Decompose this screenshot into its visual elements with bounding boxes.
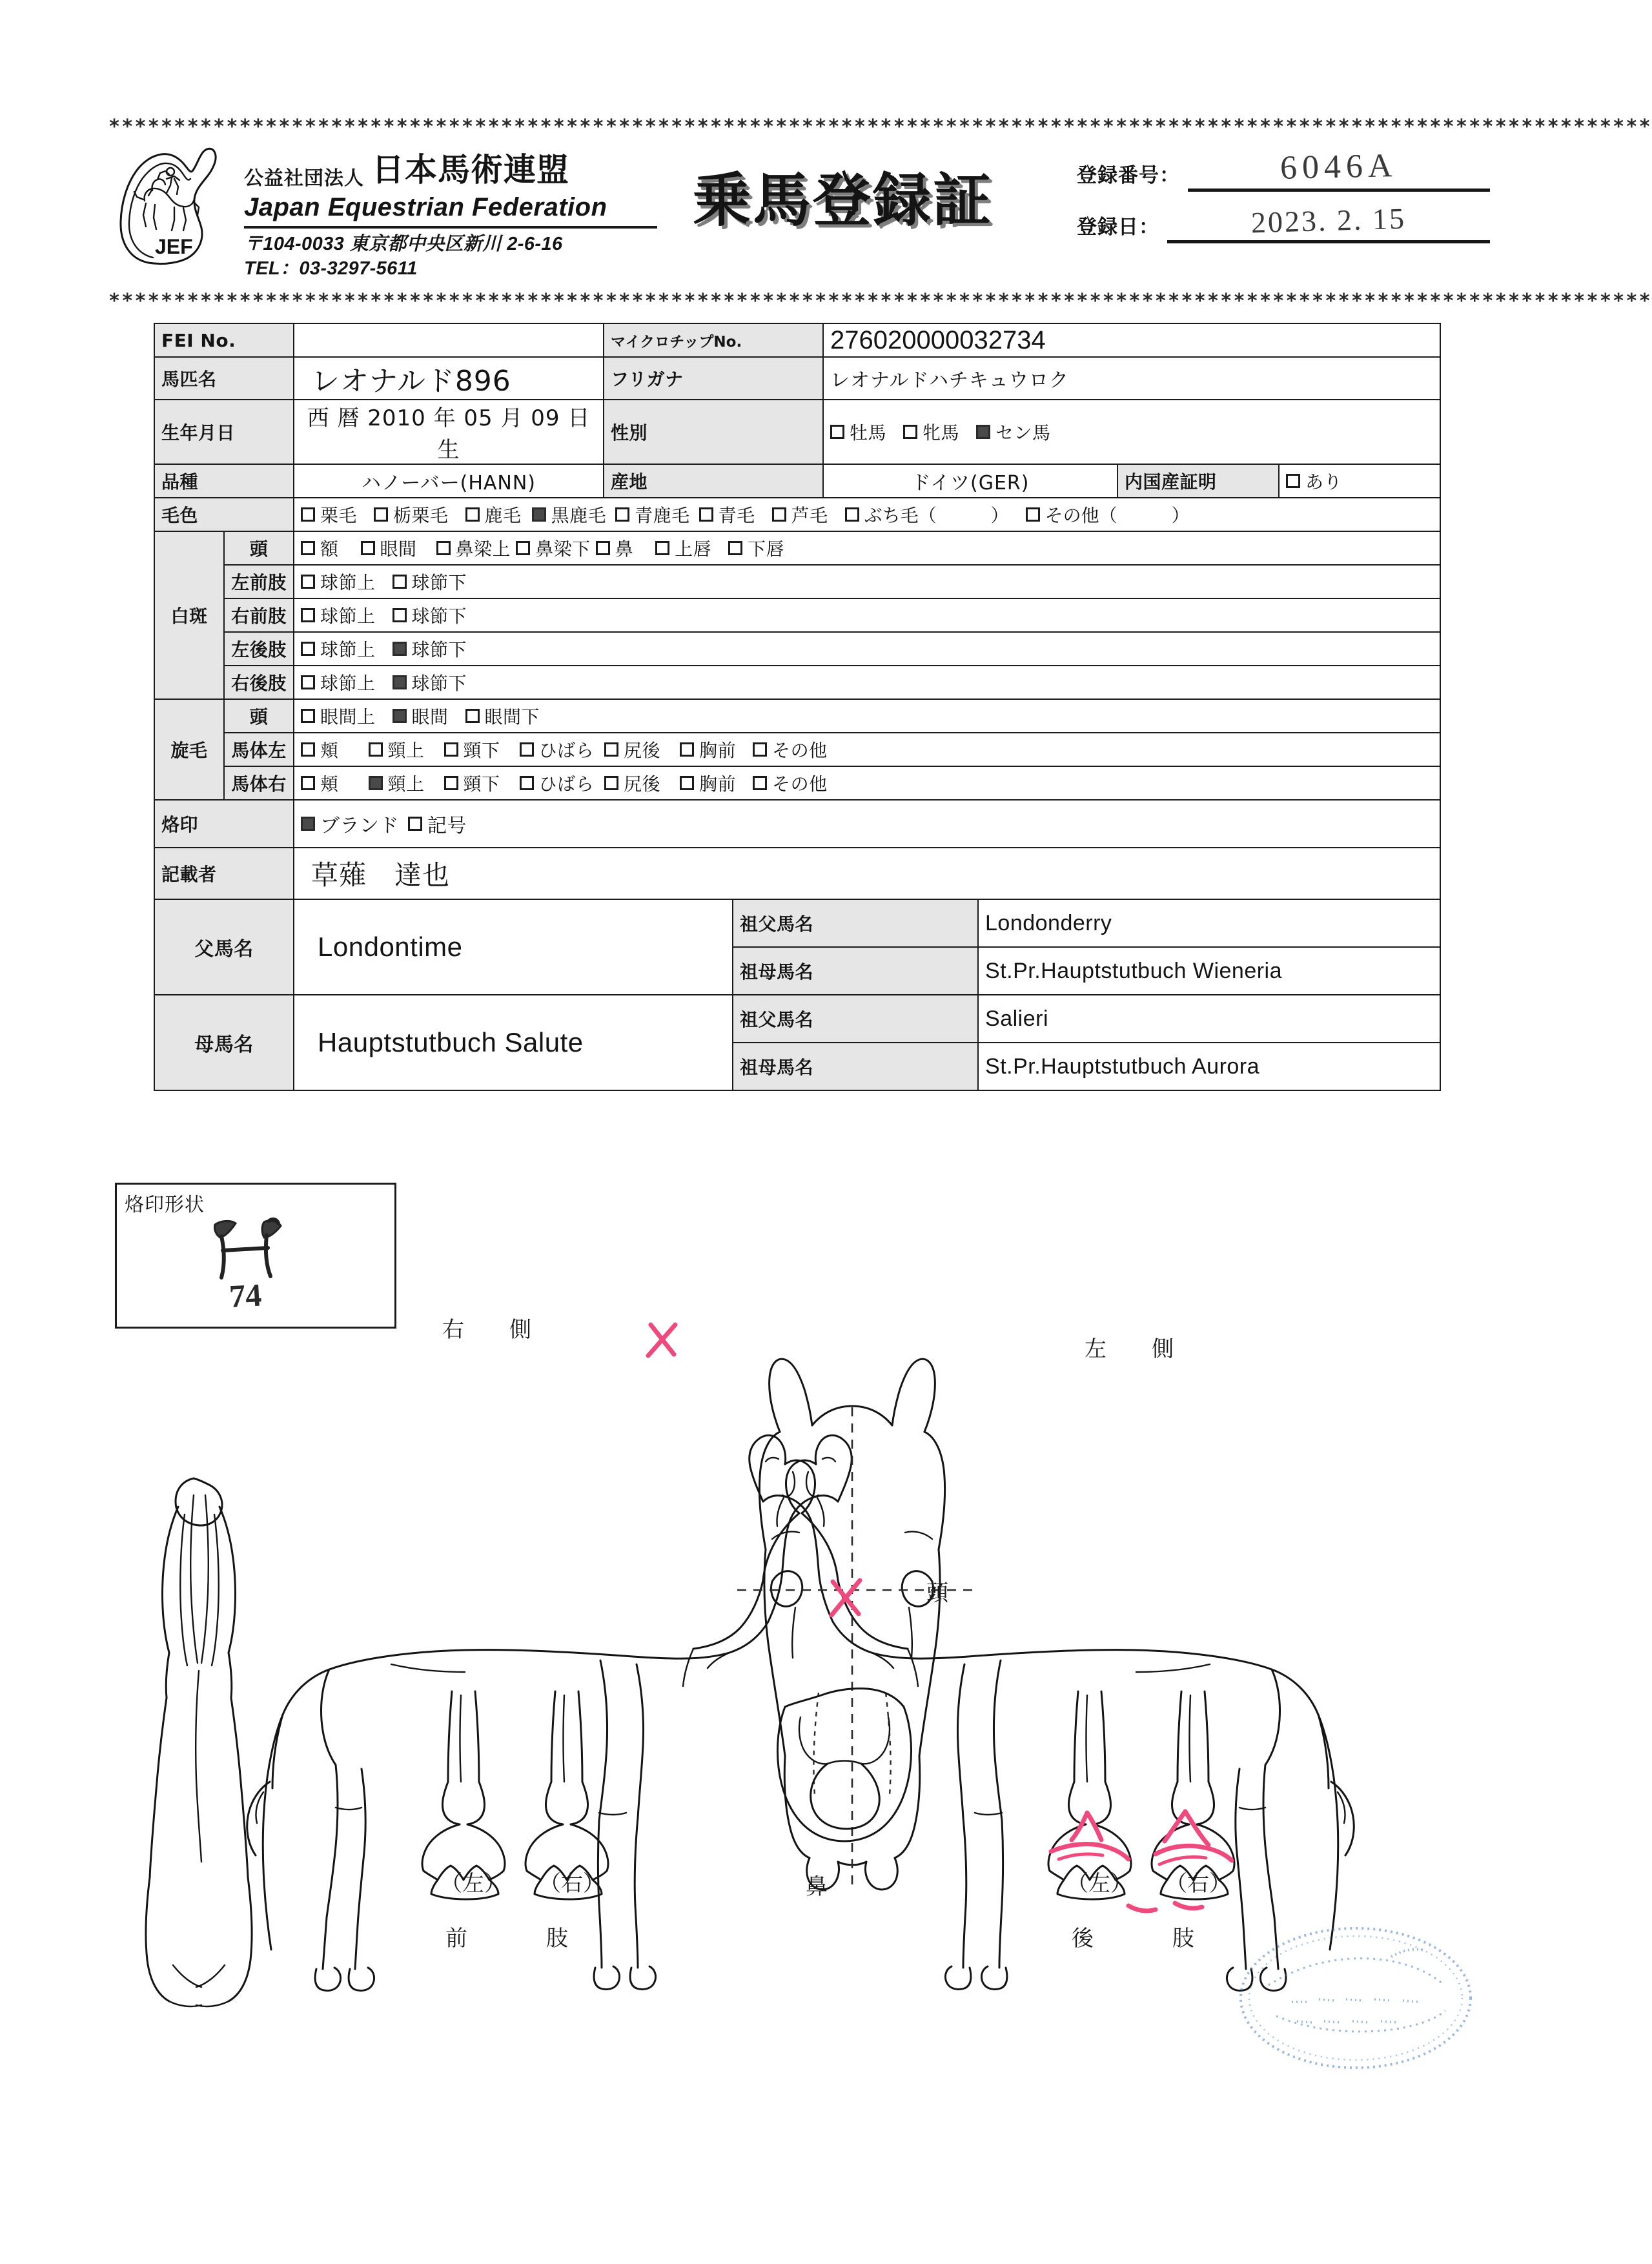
markings-left-hind-options (294, 632, 1440, 666)
whorl-label: 旋毛 (154, 699, 224, 800)
asterisk-divider-top: ********************************************************************************************************************** (108, 116, 1652, 138)
markings-limb-label-right-hind: 右後肢 (224, 666, 294, 699)
furigana-label: フリガナ (604, 357, 823, 400)
sex-options (823, 400, 1440, 464)
coat-colour-label: 毛色 (154, 498, 294, 531)
whorl-mark-right-neck (648, 1325, 675, 1356)
sire-granddam-value: St.Pr.Hauptstutbuch Wieneria (978, 947, 1440, 995)
marking-lh-below-fetlock[interactable]: 球節下 (393, 636, 467, 662)
sex-option-gelding[interactable]: セン馬 (976, 419, 1051, 445)
row-whorl-body-left (154, 733, 1440, 766)
coat-option-aoge[interactable]: 青毛 (699, 502, 755, 527)
label-front-limbs: 前 肢 (445, 1926, 580, 1952)
whorl-body-left-options (294, 733, 1440, 766)
recorder-value: 草薙 達也 (294, 848, 1440, 899)
checkbox (830, 425, 844, 439)
official-ink-stamp (1230, 1908, 1482, 2095)
org-kind: 公益社団法人 (244, 167, 364, 190)
label-front-right: （右） (539, 1871, 605, 1897)
sire-grandsire-label: 祖父馬名 (733, 899, 978, 947)
org-divider (244, 226, 657, 229)
horse-head-front-view (737, 1359, 975, 1892)
markings-limb-label-left-hind: 左後肢 (224, 632, 294, 666)
whorl-br-lower-neck[interactable]: 頸下 (444, 770, 500, 796)
whorl-bl-flank[interactable]: ひばら (520, 737, 595, 762)
marking-rf-below-fetlock[interactable]: 球節下 (393, 602, 467, 628)
whorl-bl-chest[interactable]: 胸前 (680, 737, 736, 762)
row-whorl-body-right (154, 766, 1440, 800)
nose-muzzle-view (777, 1688, 911, 1841)
org-address: 〒104-0033 東京都中央区新川 2-6-16 (244, 234, 563, 254)
registration-date-label: 登録日： (1077, 216, 1159, 239)
whorl-head-above-eyes[interactable]: 眼間上 (301, 703, 376, 729)
sire-granddam-label: 祖母馬名 (733, 947, 978, 995)
label-right-side: 右 側 (442, 1317, 543, 1343)
microchip-label: マイクロチップNo. (604, 323, 823, 357)
origin-value: ドイツ(GER) (823, 464, 1117, 498)
row-whorl-head (154, 699, 1440, 733)
whorl-bl-cheek[interactable]: 頬 (301, 737, 339, 762)
row-markings-left-front (154, 565, 1440, 598)
checkbox-checked (976, 425, 990, 439)
label-head: 頭 (926, 1580, 948, 1606)
dam-granddam-label: 祖母馬名 (733, 1043, 978, 1090)
domestic-certificate-option (1279, 464, 1440, 498)
markings-left-front-options (294, 565, 1440, 598)
organisation-block (244, 144, 657, 281)
brand-options (294, 800, 1440, 848)
domestic-certificate-label: 内国産証明 (1117, 464, 1279, 498)
row-sire-grandsire (154, 899, 1440, 947)
whorl-head-options (294, 699, 1440, 733)
whorl-br-hindquarter[interactable]: 尻後 (604, 770, 660, 796)
marking-hind-pastern-left-view (1128, 1903, 1202, 1911)
label-left-side: 左 側 (1085, 1336, 1185, 1362)
coat-option-other[interactable]: その他（ ） (1026, 502, 1190, 527)
sex-label: 性別 (604, 400, 823, 464)
whorl-br-upper-neck[interactable]: 頸上 (369, 770, 425, 796)
row-recorder (154, 848, 1440, 899)
row-markings-right-hind (154, 666, 1440, 699)
row-brand (154, 800, 1440, 848)
row-fei-microchip (154, 323, 1440, 357)
birth-label: 生年月日 (154, 400, 294, 464)
asterisk-divider-bottom: ********************************************************************************************************************** (108, 290, 1652, 312)
marking-head-forehead[interactable]: 額 (301, 535, 339, 561)
sex-option-mare[interactable]: 牝馬 (903, 419, 959, 445)
whorl-bl-hindquarter[interactable]: 尻後 (604, 737, 660, 762)
domestic-option-yes[interactable]: あり (1286, 468, 1342, 494)
microchip-value: 276020000032734 (823, 323, 1440, 357)
jef-logo-text: JEF (155, 235, 193, 258)
markings-limb-label-left-front: 左前肢 (224, 565, 294, 598)
whorl-br-chest[interactable]: 胸前 (680, 770, 736, 796)
org-name-en: Japan Equestrian Federation (244, 193, 607, 221)
fei-label: FEI No. (154, 323, 294, 357)
markings-head-options (294, 531, 1440, 565)
markings-right-front-options (294, 598, 1440, 632)
coat-colour-options (294, 498, 1440, 531)
marking-rf-above-fetlock[interactable]: 球節上 (301, 602, 376, 628)
row-markings-right-front (154, 598, 1440, 632)
row-markings-head (154, 531, 1440, 565)
checkbox (903, 425, 917, 439)
marking-lf-below-fetlock[interactable]: 球節下 (393, 569, 467, 595)
white-markings-label: 白斑 (154, 531, 224, 699)
whorl-body-left-label: 馬体左 (224, 733, 294, 766)
whorl-mark-between-eyes (831, 1580, 860, 1615)
horse-name-value: レオナルド896 (294, 357, 604, 400)
marking-right-hind-pastern (1156, 1811, 1232, 1864)
registration-date-row (1077, 203, 1490, 243)
document-title: 乗馬登録証 (693, 167, 993, 234)
horse-details-table (154, 323, 1441, 1091)
furigana-value: レオナルドハチキュウロク (823, 357, 1440, 400)
label-hind-right: （右） (1165, 1871, 1231, 1897)
brand-label: 烙印 (154, 800, 294, 848)
row-horse-name (154, 357, 1440, 400)
dam-value: Hauptstutbuch Salute (294, 995, 733, 1090)
whorl-head-between-eyes[interactable]: 眼間 (393, 703, 449, 729)
label-hind-limbs: 後 肢 (1072, 1926, 1206, 1952)
whorl-head-label: 頭 (224, 699, 294, 733)
label-hind-left: （左） (1066, 1871, 1132, 1897)
dam-label: 母馬名 (154, 995, 294, 1090)
registration-number-row (1077, 148, 1490, 192)
whorl-head-below-eyes[interactable]: 眼間下 (465, 703, 540, 729)
whorl-body-right-label: 馬体右 (224, 766, 294, 800)
registration-number-field (1188, 148, 1490, 192)
row-markings-left-hind (154, 632, 1440, 666)
row-birth-sex (154, 400, 1440, 464)
dam-grandsire-label: 祖父馬名 (733, 995, 978, 1043)
sire-grandsire-value: Londonderry (978, 899, 1440, 947)
row-breed-origin (154, 464, 1440, 498)
horse-rear-tail-view (146, 1478, 252, 2006)
brand-shape-caption: 烙印形状 (125, 1194, 205, 1216)
origin-label: 産地 (604, 464, 823, 498)
coat-option-ashige[interactable]: 芦毛 (772, 502, 828, 527)
dam-granddam-value: St.Pr.Hauptstutbuch Aurora (978, 1043, 1440, 1090)
org-name-jp: 日本馬術連盟 (372, 151, 569, 189)
document-header (108, 139, 1493, 278)
marking-head-lower-lip[interactable]: 下唇 (728, 535, 784, 561)
coat-option-aokage[interactable]: 青鹿毛 (615, 502, 690, 527)
markings-right-hind-options (294, 666, 1440, 699)
marking-head-between-eyes[interactable]: 眼間 (361, 535, 417, 561)
marking-head-lower-nasal-bridge[interactable]: 鼻梁下 (516, 535, 591, 561)
whorl-br-flank[interactable]: ひばら (520, 770, 595, 796)
markings-head-label: 頭 (224, 531, 294, 565)
row-coat-colour (154, 498, 1440, 531)
org-telephone: TEL：03-3297-5611 (244, 258, 418, 280)
marking-rh-above-fetlock[interactable]: 球節上 (301, 669, 376, 695)
sire-label: 父馬名 (154, 899, 294, 995)
registration-date-field (1167, 203, 1490, 243)
marking-head-upper-nasal-bridge[interactable]: 鼻梁上 (436, 535, 511, 561)
brand-option-symbol[interactable]: 記号 (408, 810, 467, 838)
marking-lf-above-fetlock[interactable]: 球節上 (301, 569, 376, 595)
coat-option-kurokage[interactable]: 黒鹿毛 (532, 502, 607, 527)
coat-option-tochikurige[interactable]: 栃栗毛 (374, 502, 449, 527)
whorl-br-other[interactable]: その他 (753, 770, 828, 796)
breed-label: 品種 (154, 464, 294, 498)
jef-logo (115, 145, 234, 265)
brand-option-brand[interactable]: ブランド (301, 810, 399, 838)
marking-rh-below-fetlock[interactable]: 球節下 (393, 669, 467, 695)
label-front-left: （左） (440, 1871, 506, 1897)
brand-number: 74 (228, 1276, 263, 1314)
marking-head-nose[interactable]: 鼻 (596, 535, 634, 561)
registration-number-value: 6046A (1280, 147, 1398, 187)
dam-grandsire-value: Salieri (978, 995, 1440, 1043)
whorl-br-cheek[interactable]: 頬 (301, 770, 339, 796)
horse-name-label: 馬匹名 (154, 357, 294, 400)
breed-value: ハノーバー(HANN) (294, 464, 604, 498)
coat-option-kage[interactable]: 鹿毛 (465, 502, 522, 527)
registration-date-value: 2023. 2. 15 (1250, 201, 1407, 240)
whorl-body-right-options (294, 766, 1440, 800)
whorl-bl-upper-neck[interactable]: 頸上 (369, 737, 425, 762)
whorl-bl-other[interactable]: その他 (753, 737, 828, 762)
fei-value (294, 323, 604, 357)
coat-option-kurige[interactable]: 栗毛 (301, 502, 357, 527)
coat-option-buchige[interactable]: ぶち毛（ ） (845, 502, 1009, 527)
sex-option-stallion[interactable]: 牡馬 (830, 419, 886, 445)
marking-head-upper-lip[interactable]: 上唇 (655, 535, 711, 561)
label-nose: 鼻 (806, 1874, 828, 1900)
recorder-label: 記載者 (154, 848, 294, 899)
sire-value: Londontime (294, 899, 733, 995)
registration-number-label: 登録番号： (1077, 164, 1180, 187)
row-dam-grandsire (154, 995, 1440, 1043)
whorl-bl-lower-neck[interactable]: 頸下 (444, 737, 500, 762)
birth-value: 西 暦 2010 年 05 月 09 日 生 (294, 400, 604, 464)
registration-block (1077, 148, 1490, 255)
marking-lh-above-fetlock[interactable]: 球節上 (301, 636, 376, 662)
markings-limb-label-right-front: 右前肢 (224, 598, 294, 632)
checkbox (1286, 474, 1300, 488)
